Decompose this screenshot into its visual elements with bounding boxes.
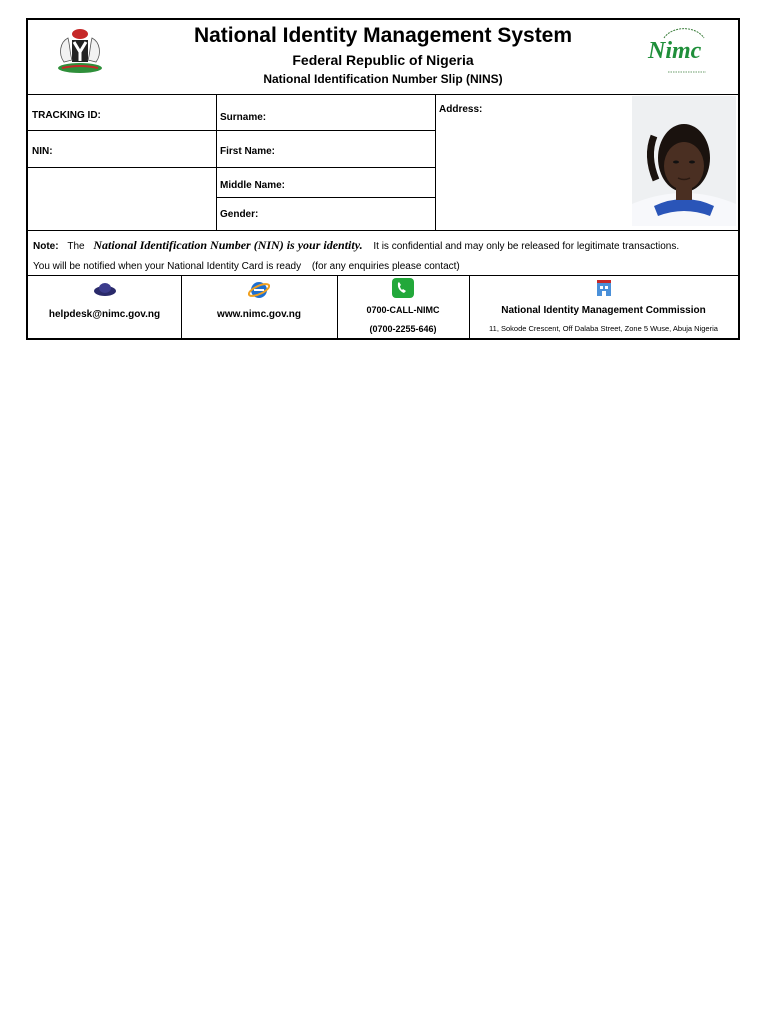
address-label: Address: [439,104,483,115]
tracking-id-label: TRACKING ID: [32,110,101,121]
phone-number[interactable]: (0700-2255-646) [369,324,437,334]
nimc-logo-text: Nimc [648,38,702,64]
notice-text: You will be notified when your National Identity Card is ready [33,261,302,272]
gender-cell [216,197,436,231]
passport-photo [632,96,736,226]
internet-explorer-icon [248,279,270,301]
middle-name-cell [216,167,436,198]
table-divider [28,230,738,231]
website-column [181,276,338,339]
tracking-id-cell [28,94,217,131]
nimc-logo [648,24,718,82]
first-name-label: First Name: [220,146,276,157]
nin-value-cell [28,167,217,231]
note-the: The [67,241,85,252]
person-photo-icon [632,96,736,226]
phone-icon [392,278,414,298]
email-icon [93,281,117,297]
page-subtitle: Federal Republic of Nigeria [292,52,474,68]
contact-footer [28,275,738,339]
org-column [469,276,738,339]
nin-slip [26,18,740,340]
slip-title: National Identification Number Slip (NINS) [263,72,503,86]
nin-cell [28,130,217,168]
notice-line [33,261,460,272]
building-icon [596,279,612,297]
email-column [28,276,182,339]
surname-cell [216,94,436,131]
org-address: 11, Sokode Crescent, Off Dalaba Street, Zone 5 Wuse, Abuja Nigeria [489,324,718,333]
note-emphasis: National Identification Number (NIN) is your identity. [93,238,363,252]
slip-header [28,20,738,95]
first-name-cell [216,130,436,168]
note-line [33,238,679,253]
surname-label: Surname: [220,112,267,123]
nin-label: NIN: [32,146,53,157]
note-rest: It is confidential and may only be released for legitimate transactions. [373,241,680,252]
enquiries-text: (for any enquiries please contact) [311,261,460,272]
note-label: Note: [33,241,59,252]
phone-text[interactable]: 0700-CALL-NIMC [366,305,440,315]
gender-label: Gender: [220,209,259,220]
website-link[interactable]: www.nimc.gov.ng [217,309,301,320]
middle-name-label: Middle Name: [220,180,286,191]
org-name: National Identity Management Commission [501,305,706,316]
email-link[interactable]: helpdesk@nimc.gov.ng [48,309,161,320]
page-title: National Identity Management System [193,24,573,47]
phone-column [337,276,470,339]
